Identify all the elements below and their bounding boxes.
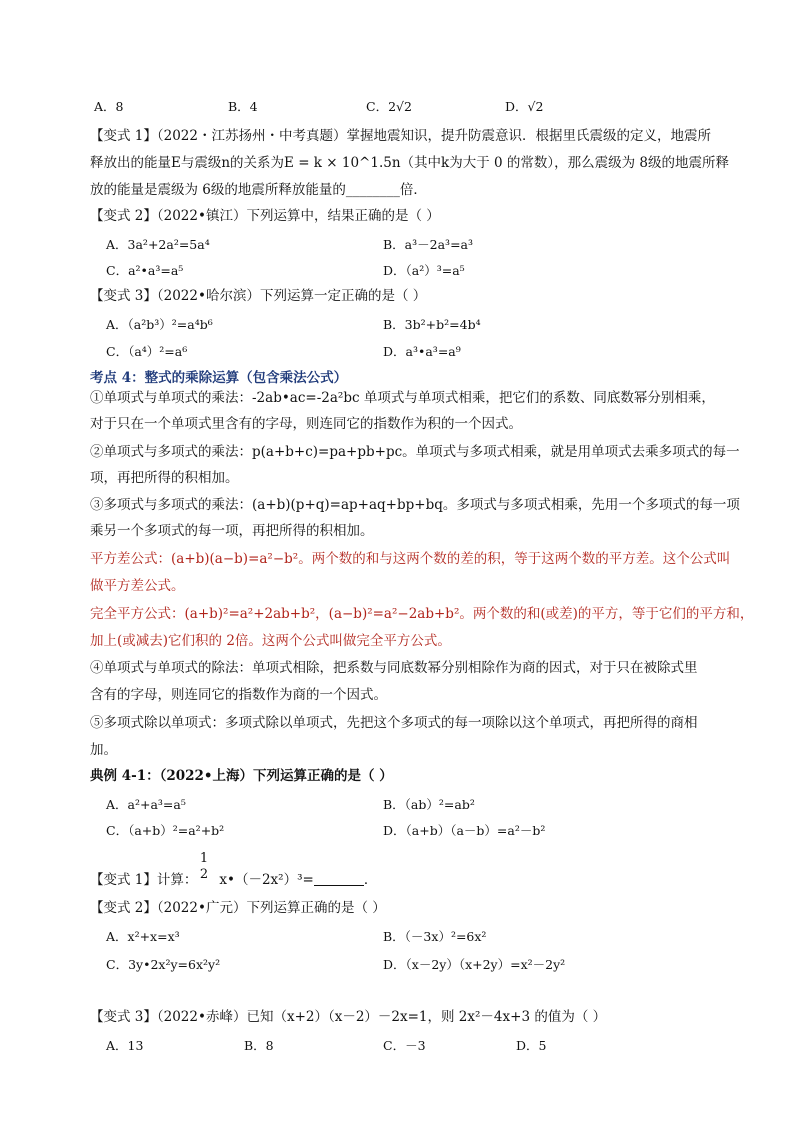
example41-option-c: C．（a+b）²=a²+b² bbox=[106, 823, 225, 838]
perfect-square-line1: 完全平方公式：(a+b)²=a²+2ab+b²，(a−b)²=a²−2ab+b²。两个数的和(或差)的平方，等于它们的平方和， bbox=[90, 606, 754, 622]
example-variant3-option-a: A．13 bbox=[106, 1038, 144, 1053]
example41-option-a: A．a²+a³=a⁵ bbox=[106, 797, 186, 812]
example-variant2-stem: 【变式 2】（2022•广元）下列运算正确的是（ ） bbox=[90, 900, 386, 916]
rule4-line2: 含有的字母，则连同它的指数作为商的一个因式。 bbox=[90, 687, 387, 703]
example-variant3-option-d: D．5 bbox=[516, 1038, 547, 1053]
rule2-line1: ②单项式与多项式的乘法：p(a+b+c)=pa+pb+pc。单项式与多项式相乘，就是用单项式去乘多项式的每一 bbox=[90, 444, 740, 460]
variant3-option-c: C．（a⁴）²=a⁶ bbox=[106, 344, 188, 359]
example-variant3-option-c: C．－3 bbox=[383, 1038, 426, 1053]
rule5-line2: 加。 bbox=[90, 742, 117, 758]
variant3-option-d: D．a³•a³=a⁹ bbox=[383, 344, 461, 359]
example41-stem: 典例 4-1：（2022•上海）下列运算正确的是（ ） bbox=[90, 768, 393, 784]
example-variant1-prefix: 【变式 1】计算： bbox=[90, 872, 198, 888]
square-diff-line1: 平方差公式：(a+b)(a−b)=a²−b²。两个数的和与这两个数的差的积，等于这两个数的平方差。这个公式叫 bbox=[90, 551, 731, 567]
example41-option-b: B．（ab）²=ab² bbox=[383, 797, 475, 812]
variant3-option-b: B．3b²+b²=4b⁴ bbox=[383, 317, 481, 332]
answer-blank bbox=[314, 873, 364, 886]
rule3-line2: 乘另一个多项式的每一项，再把所得的积相加。 bbox=[90, 523, 374, 539]
variant1-line1: 【变式 1】（2022・江苏扬州・中考真题）掌握地震知识，提升防震意识．根据里氏震级的定义，地震所 bbox=[90, 128, 711, 144]
variant3-stem: 【变式 3】（2022•哈尔滨）下列运算一定正确的是（ ） bbox=[90, 288, 427, 304]
section-title: 考点 4：整式的乘除运算（包含乘法公式） bbox=[90, 370, 348, 386]
rule2-line2: 项，再把所得的积相加。 bbox=[90, 470, 239, 486]
example-variant2-option-a: A．x²+x=x³ bbox=[106, 929, 180, 944]
fraction-denominator: 2 bbox=[199, 867, 209, 882]
rule1-line2: 对于只在一个单项式里含有的字母，则连同它的指数作为积的一个因式。 bbox=[90, 416, 522, 432]
square-diff-line2: 做平方差公式。 bbox=[90, 578, 185, 594]
rule4-line1: ④单项式与单项式的除法：单项式相除，把系数与同底数幂分别相除作为商的因式，对于只在被除式里 bbox=[90, 660, 698, 676]
prev-option-b: B．4 bbox=[228, 99, 258, 114]
fraction-numerator: 1 bbox=[199, 851, 209, 866]
example-variant3-stem: 【变式 3】（2022•赤峰）已知（x+2）（x－2）－2x=1，则 2x²－4x+3 的值为（ ） bbox=[90, 1009, 607, 1025]
example-variant1-line bbox=[90, 870, 377, 890]
variant2-option-b: B．a³－2a³=a³ bbox=[383, 237, 474, 252]
prev-option-a: A．8 bbox=[94, 99, 124, 114]
example-variant2-option-c: C．3y•2x²y=6x²y² bbox=[106, 957, 221, 972]
example-variant1-end: ． bbox=[363, 872, 378, 888]
prev-option-d: D．√2 bbox=[505, 99, 544, 114]
example-variant3-option-b: B．8 bbox=[244, 1038, 274, 1053]
rule3-line1: ③多项式与多项式的乘法：(a+b)(p+q)=ap+aq+bp+bq。多项式与多项式相乘，先用一个多项式的每一项 bbox=[90, 497, 740, 513]
variant1-line3: 放的能量是震级为 6级的地震所释放能量的________倍． bbox=[90, 182, 427, 198]
variant3-option-a: A．（a²b³）²=a⁴b⁶ bbox=[106, 317, 213, 332]
example-variant1-expression: x•（－2x²）³= bbox=[219, 872, 314, 888]
variant2-option-d: D．（a²）³=a⁵ bbox=[383, 263, 465, 278]
variant2-option-a: A．3a²+2a²=5a⁴ bbox=[106, 237, 210, 252]
rule1-line1: ①单项式与单项式的乘法：-2ab•ac=-2a²bc 单项式与单项式相乘，把它们的系数、同底数幂分别相乘， bbox=[90, 390, 715, 406]
rule5-line1: ⑤多项式除以单项式：多项式除以单项式，先把这个多项式的每一项除以这个单项式，再把所得的商相 bbox=[90, 715, 698, 731]
perfect-square-line2: 加上(或减去)它们积的 2倍。这两个公式叫做完全平方公式。 bbox=[90, 633, 451, 649]
variant1-line2: 释放出的能量E与震级n的关系为E = k × 10^1.5n（其中k为大于 0 的常数），那么震级为 8级的地震所释 bbox=[90, 155, 730, 171]
example-variant2-option-b: B．（－3x）²=6x² bbox=[383, 929, 487, 944]
prev-option-c: C．2√2 bbox=[366, 99, 412, 114]
example41-option-d: D．（a+b）（a－b）=a²－b² bbox=[383, 823, 546, 838]
example-variant2-option-d: D．（x－2y）（x+2y）=x²－2y² bbox=[383, 957, 566, 972]
variant2-option-c: C．a²•a³=a⁵ bbox=[106, 263, 184, 278]
variant2-stem: 【变式 2】（2022•镇江）下列运算中，结果正确的是（ ） bbox=[90, 208, 440, 224]
